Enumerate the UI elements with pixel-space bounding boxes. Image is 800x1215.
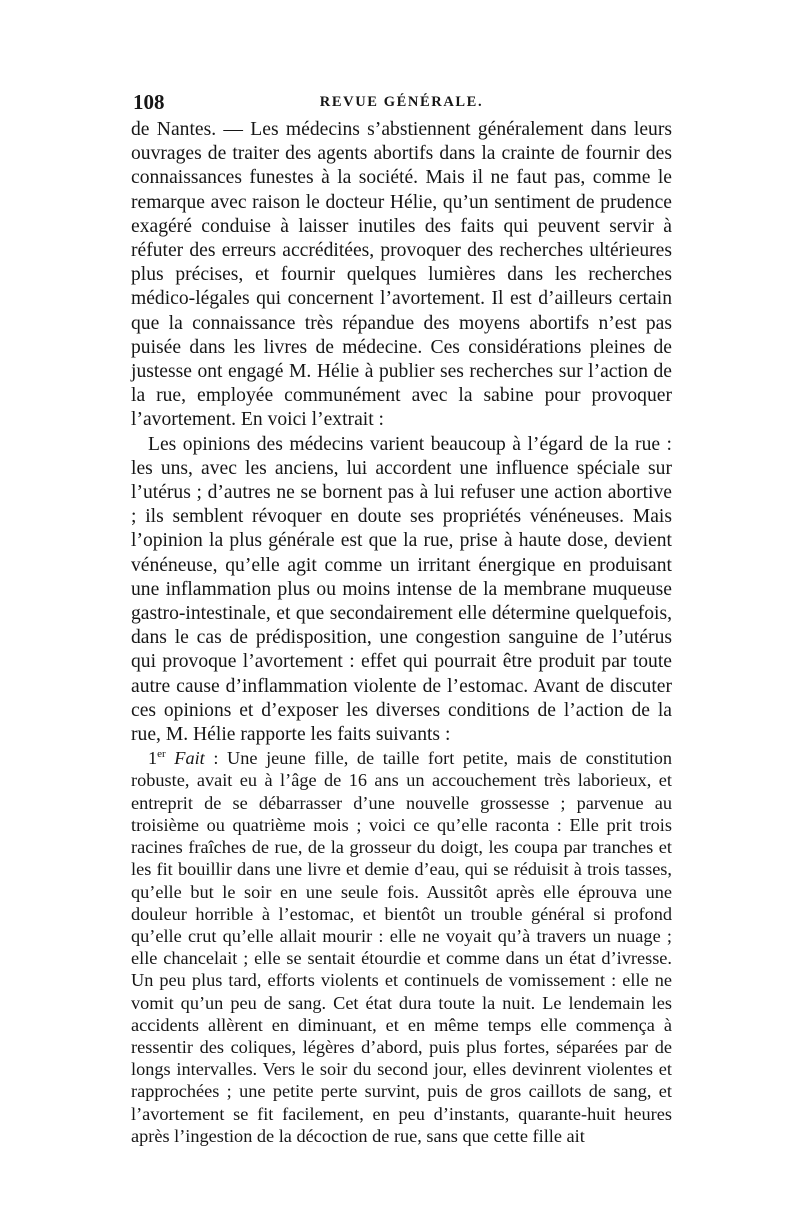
fact-paragraph — [131, 747, 672, 1147]
fact-text: Une jeune fille, de taille fort petite, mais de constitution robuste, avait eu à l’âge de 16 ans un accouchement très laborieux, et entreprit de se débarrasser d’une nouvelle grossesse ; parvenue au troisième ou quatrième mois ; voici ce qu’elle raconta : Elle prit trois racines fraîches de rue, de la grosseur du doigt, les coupa par tranches et les fit bouillir dans une livre et demie d’eau, qui se réduisit à trois tasses, qu’elle but le soir en une seule fois. Aussitôt après elle éprouva une douleur horrible à l’estomac, et bientôt un trouble général si profond qu’elle crut qu’elle allait mourir : elle ne voyait qu’à travers un nuage ; elle chancelait ; elle se sentait étourdie et comme dans un état d’ivresse. Un peu plus tard, efforts violents et continuels de vomissement : elle ne vomit qu’un peu de sang. Cet état dura toute la nuit. Le lendemain les accidents allèrent en diminuant, et en même temps elle commença à ressentir des coliques, légères d’abord, puis plus fortes, séparées par de longs intervalles. Vers le soir du second jour, elles devinrent violentes et rapprochées ; une petite perte survint, puis de gros caillots de sang, et l’avortement se fit facilement, en peu d’instants, quarante-huit heures après l’ingestion de la décoction de rue, sans que cette fille ait — [131, 748, 672, 1146]
fact-text-block — [131, 747, 672, 1147]
book-page — [131, 88, 672, 1147]
fact-number: 1 — [148, 748, 158, 769]
page-number: 108 — [133, 90, 165, 114]
running-title: REVUE GÉNÉRALE. — [319, 94, 484, 110]
fact-ordinal-suffix: er — [157, 748, 166, 761]
fact-label: Fait — [174, 748, 205, 769]
fact-separator: : — [204, 748, 228, 769]
running-head — [131, 88, 672, 118]
main-text — [131, 118, 672, 747]
paragraph: de Nantes. — Les médecins s’abstiennent généralement dans leurs ouvrages de traiter des agents abortifs dans la crainte de fournir des connaissances funestes à la société. Mais il ne faut pas, comme le remarque avec raison le docteur Hélie, qu’un sentiment de prudence exagéré conduise à laisser inutiles des faits qui peuvent servir à réfuter des erreurs accréditées, provoquer des recherches ultérieures plus précises, et fournir quelques lumières dans les recherches médico-légales qui concernent l’avortement. Il est d’ailleurs certain que la connaissance très répandue des moyens abortifs n’est pas puisée dans les livres de médecine. Ces considérations pleines de justesse ont engagé M. Hélie à publier ses recherches sur l’action de la rue, employée communément avec la sabine pour provoquer l’avortement. En voici l’extrait : — [131, 119, 672, 431]
paragraph: Les opinions des médecins varient beaucoup à l’égard de la rue : les uns, avec les anciens, lui accordent une influence spéciale sur l’utérus ; d’autres ne se bornent pas à lui refuser une action abortive ; ils semblent révoquer en doute ses propriétés vénéneuses. Mais l’opinion la plus générale est que la rue, prise à haute dose, devient vénéneuse, qu’elle agit comme un irritant énergique en produisant une inflammation plus ou moins intense de la membrane muqueuse gastro-intestinale, et que secondairement elle détermine quelquefois, dans le cas de prédisposition, une congestion sanguine de l’utérus qui provoque l’avortement : effet qui pourrait être produit par toute autre cause d’inflammation violente de l’estomac. Avant de discuter ces opinions et d’exposer les diverses conditions de l’action de la rue, M. Hélie rapporte les faits suivants : — [131, 433, 672, 746]
